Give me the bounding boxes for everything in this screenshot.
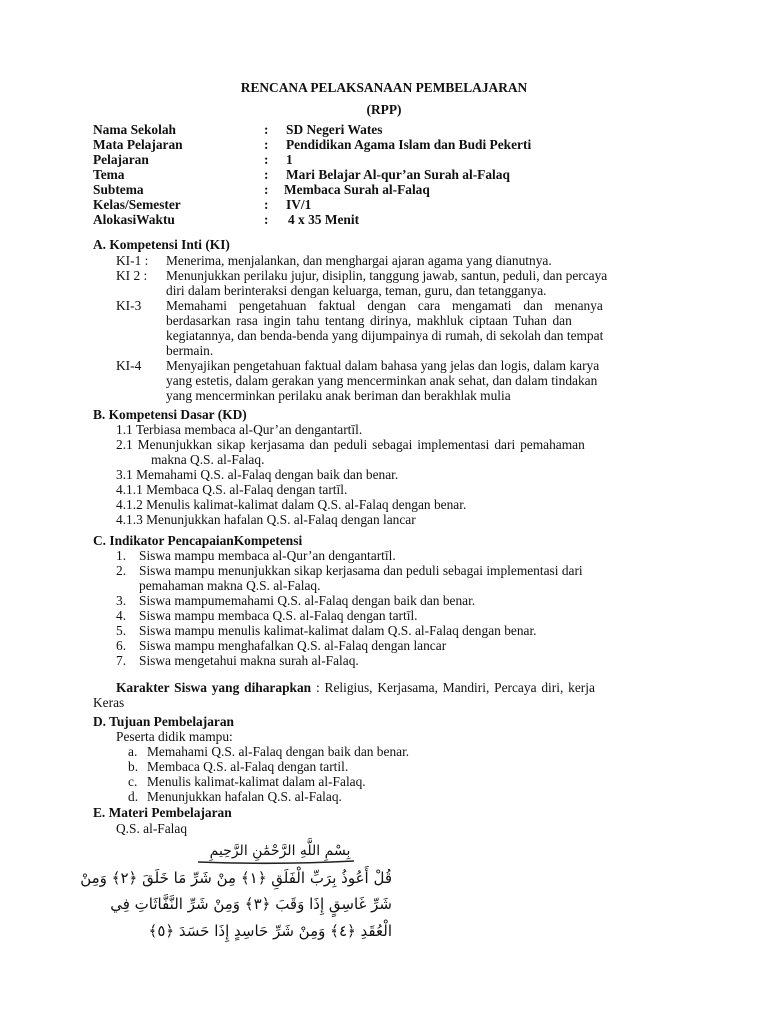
identity-value: Pendidikan Agama Islam dan Budi Pekerti [286, 137, 532, 152]
ki-text: Menyajikan pengetahuan faktual dalam bahasa yang jelas dan logis, dalam karya [166, 358, 600, 373]
section-c-heading: C. Indikator PencapaianKompetensi [93, 533, 303, 548]
identity-value: 4 x 35 Menit [288, 212, 360, 227]
ki-text: kegiatannya, dan benda-benda yang dijumpainya di rumah, di sekolah dan tempat [166, 328, 604, 343]
ki-text: yang estetis, dalam gerakan yang mencerminkan anak sehat, dan dalam tindakan [166, 373, 598, 388]
section-a-heading: A. Kompetensi Inti (KI) [93, 237, 230, 252]
indicator-text: Siswa mampumemahami Q.S. al-Falaq dengan baik dan benar. [139, 593, 476, 608]
identity-value: Membaca Surah al-Falaq [284, 182, 430, 197]
indicator-num: 7. [116, 653, 127, 668]
indicator-text: Siswa mampu membaca Q.S. al-Falaq dengan tartīl. [139, 608, 418, 623]
identity-value: 1 [286, 152, 293, 167]
tujuan-text: Menunjukkan hafalan Q.S. al-Falaq. [147, 789, 342, 804]
kd-line: 4.1.3 Menunjukkan hafalan Q.S. al-Falaq dengan lancar [116, 512, 416, 527]
ayah-line: شَرِّ غَاسِقٍ إِذَا وَقَبَ ﴿٣﴾ وَمِنْ شَرِّ النَّفَّاثَاتِ فِي [110, 895, 392, 913]
indicator-text: Siswa mampu membaca al-Qur’an dengantartīl. [139, 548, 396, 563]
ayah-line: الْعُقَدِ ﴿٤﴾ وَمِنْ شَرِّ حَاسِدٍ إِذَا حَسَدَ ﴿٥﴾ [148, 922, 392, 940]
ki-text: Memahami pengetahuan faktual dengan cara mengamati dan menanya [166, 298, 603, 313]
ki-text: bermain. [166, 343, 214, 358]
tujuan-text: Membaca Q.S. al-Falaq dengan tartil. [147, 759, 349, 774]
kd-line: makna Q.S. al-Falaq. [151, 452, 265, 467]
identity-label: AlokasiWaktu [93, 212, 175, 227]
indicator-num: 5. [116, 623, 127, 638]
identity-colon: : [264, 167, 269, 182]
tujuan-text: Memahami Q.S. al-Falaq dengan baik dan benar. [147, 744, 410, 759]
tujuan-text: Menulis kalimat-kalimat dalam al-Falaq. [147, 774, 366, 789]
identity-colon: : [264, 197, 269, 212]
identity-value: Mari Belajar Al-qur’an Surah al-Falaq [286, 167, 510, 182]
document-subtitle: (RPP) [366, 102, 402, 117]
ki-text: Menunjukkan perilaku jujur, disiplin, tanggung jawab, santun, peduli, dan percaya [166, 268, 608, 283]
identity-label: Kelas/Semester [93, 197, 181, 212]
ki-text: berdasarkan rasa ingin tahu tentang dirinya, makhluk ciptaan Tuhan dan [166, 313, 572, 328]
tujuan-letter: b. [128, 759, 139, 774]
indicator-text: Siswa mampu menulis kalimat-kalimat dalam Q.S. al-Falaq dengan benar. [139, 623, 537, 638]
identity-label: Tema [93, 167, 125, 182]
identity-label: Mata Pelajaran [93, 137, 183, 152]
document-title: RENCANA PELAKSANAAN PEMBELAJARAN [240, 80, 528, 95]
materi-subject: Q.S. al-Falaq [116, 821, 188, 836]
identity-colon: : [264, 122, 269, 137]
kd-line: 4.1.2 Menulis kalimat-kalimat dalam Q.S. al-Falaq dengan benar. [116, 497, 467, 512]
karakter-line2: Keras [93, 695, 125, 710]
kd-line: 1.1 Terbiasa membaca al-Qur’an dengantartīl. [116, 422, 363, 437]
kd-line: 3.1 Memahami Q.S. al-Falaq dengan baik dan benar. [116, 467, 399, 482]
kd-line: 4.1.1 Membaca Q.S. al-Falaq dengan tartīl. [116, 482, 348, 497]
tujuan-letter: d. [128, 789, 139, 804]
ki-text: yang mencerminkan perilaku anak beriman dan berakhlak mulia [166, 388, 511, 403]
identity-value: IV/1 [286, 197, 312, 212]
ki-code: KI-3 [116, 298, 142, 313]
tujuan-intro: Peserta didik mampu: [116, 729, 233, 744]
ki-code: KI-4 [116, 358, 142, 373]
identity-label: Subtema [93, 182, 144, 197]
identity-colon: : [264, 152, 269, 167]
section-b-heading: B. Kompetensi Dasar (KD) [93, 407, 247, 422]
indicator-text: Siswa mampu menghafalkan Q.S. al-Falaq dengan lancar [139, 638, 447, 653]
indicator-text: Siswa mengetahui makna surah al-Falaq. [139, 653, 359, 668]
ki-code: KI-1 : [116, 253, 149, 268]
karakter-label: Karakter Siswa yang diharapkan [116, 680, 312, 695]
identity-colon: : [264, 137, 269, 152]
karakter-line [116, 680, 595, 695]
identity-label: Nama Sekolah [93, 122, 176, 137]
basmalah-flourish [196, 858, 356, 866]
tujuan-letter: c. [128, 774, 138, 789]
indicator-text: pemahaman makna Q.S. al-Falaq. [139, 578, 321, 593]
identity-colon: : [264, 182, 269, 197]
ki-text: Menerima, menjalankan, dan menghargai ajaran agama yang dianutnya. [166, 253, 552, 268]
indicator-num: 3. [116, 593, 127, 608]
section-d-heading: D. Tujuan Pembelajaran [93, 714, 234, 729]
identity-value: SD Negeri Wates [286, 122, 383, 137]
indicator-num: 2. [116, 563, 127, 578]
tujuan-letter: a. [128, 744, 138, 759]
identity-colon: : [264, 212, 269, 227]
ayah-line: قُلْ أَعُوذُ بِرَبِّ الْفَلَقِ ﴿١﴾ مِنْ شَرِّ مَا خَلَقَ ﴿٢﴾ وَمِنْ [80, 869, 392, 887]
section-e-heading: E. Materi Pembelajaran [93, 805, 232, 820]
basmalah: بِسْمِ اللَّهِ الرَّحْمَٰنِ الرَّحِيمِ [209, 843, 351, 859]
ki-text: diri dalam berinteraksi dengan keluarga, teman, guru, dan tetangganya. [166, 283, 547, 298]
identity-label: Pelajaran [93, 152, 149, 167]
indicator-num: 1. [116, 548, 127, 563]
indicator-num: 6. [116, 638, 127, 653]
indicator-text: Siswa mampu menunjukkan sikap kerjasama dan peduli sebagai implementasi dari [139, 563, 583, 578]
ki-code: KI 2 : [116, 268, 148, 283]
kd-line: 2.1 Menunjukkan sikap kerjasama dan peduli sebagai implementasi dari pemahaman [116, 437, 585, 452]
indicator-num: 4. [116, 608, 127, 623]
karakter-values: : Religius, Kerjasama, Mandiri, Percaya diri, kerja [311, 680, 595, 695]
